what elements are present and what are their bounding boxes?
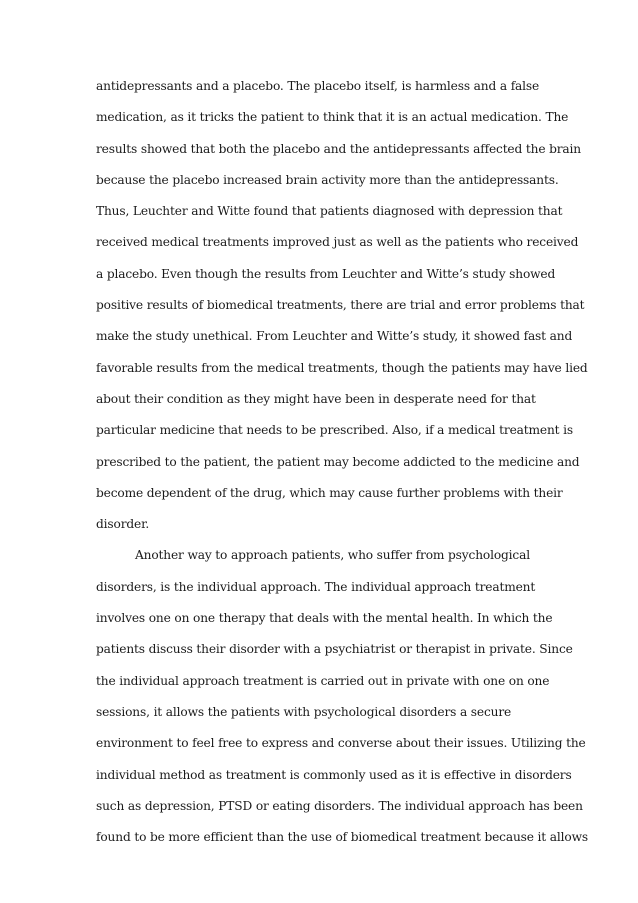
text-line: favorable results from the medical treatments, though the patients may have lied bbox=[96, 360, 588, 375]
text-line: found to be more efficient than the use of biomedical treatment because it allows bbox=[96, 830, 588, 845]
text-line: become dependent of the drug, which may cause further problems with their bbox=[96, 485, 563, 500]
text-line: such as depression, PTSD or eating disorders. The individual approach has been bbox=[96, 798, 583, 813]
text-line: results showed that both the placebo and the antidepressants affected the brain bbox=[96, 141, 581, 156]
text-line: environment to feel free to express and converse about their issues. Utilizing the bbox=[96, 736, 586, 751]
text-line: disorder. bbox=[96, 517, 150, 532]
text-line: because the placebo increased brain activity more than the antidepressants. bbox=[96, 172, 559, 187]
text-line: involves one on one therapy that deals with the mental health. In which the bbox=[96, 611, 553, 626]
text-line: a placebo. Even though the results from Leuchter and Witte’s study showed bbox=[96, 266, 556, 281]
paragraph-first-line: Another way to approach patients, who suffer from psychological bbox=[135, 548, 530, 563]
body-text bbox=[96, 71, 588, 853]
text-line: individual method as treatment is commonly used as it is effective in disorders bbox=[96, 767, 572, 782]
text-line: make the study unethical. From Leuchter and Witte’s study, it showed fast and bbox=[96, 329, 573, 344]
text-line: prescribed to the patient, the patient may become addicted to the medicine and bbox=[96, 454, 580, 469]
text-line: the individual approach treatment is carried out in private with one on one bbox=[96, 673, 550, 688]
text-line: medication, as it tricks the patient to think that it is an actual medication. The bbox=[96, 110, 569, 125]
text-line: antidepressants and a placebo. The placebo itself, is harmless and a false bbox=[96, 79, 540, 93]
text-line: patients discuss their disorder with a psychiatrist or therapist in private. Since bbox=[96, 642, 573, 657]
text-line: about their condition as they might have been in desperate need for that bbox=[96, 391, 536, 406]
text-line: Thus, Leuchter and Witte found that patients diagnosed with depression that bbox=[96, 204, 563, 219]
text-line: sessions, it allows the patients with psychological disorders a secure bbox=[96, 704, 512, 719]
text-line: disorders, is the individual approach. The individual approach treatment bbox=[96, 579, 536, 594]
text-line: received medical treatments improved just as well as the patients who received bbox=[96, 235, 579, 250]
text-line: positive results of biomedical treatments, there are trial and error problems that bbox=[96, 298, 585, 313]
text-line: particular medicine that needs to be prescribed. Also, if a medical treatment is bbox=[96, 423, 573, 438]
